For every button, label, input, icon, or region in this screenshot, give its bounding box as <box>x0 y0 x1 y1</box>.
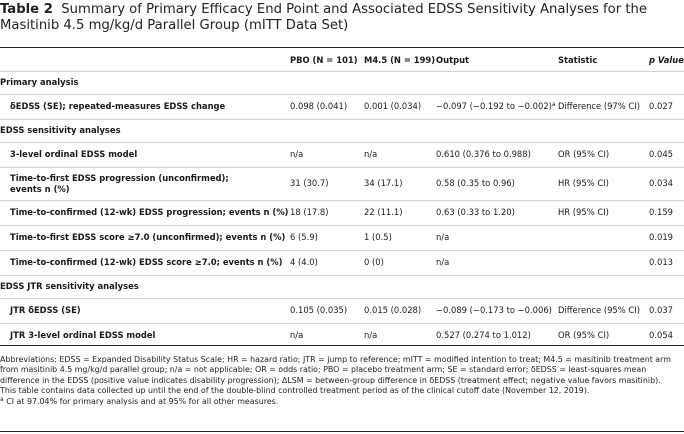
row-label: Time-to-first EDSS progression (unconfirmed); events n (%) <box>0 167 290 200</box>
cell-pbo: 0.098 (0.041) <box>290 94 364 119</box>
abbreviations-note: Abbreviations: EDSS = Expanded Disability Status Scale; HR = hazard ratio; JTR = jump to reference; mITT = modified intention to treat; M4.5 = masitinib treatment arm from masitinib 4.5 mg/kg/d parallel group; n/a = not applicable; OR = odds ratio; PBO = placebo treatment arm; SE = standard error; δEDSS = least-squares mean difference in the EDSS (positive value indicates disability progression); ΔLSM = between-group difference in δEDSS (treatment effect; negative value favors masitinib). <box>0 355 671 385</box>
cell-output: 0.58 (0.35 to 0.96) <box>436 167 558 200</box>
row-label: Time-to-first EDSS score ≥7.0 (unconfirmed); events n (%) <box>0 225 290 250</box>
footnote-a: $^a$ CI at 97.04% for primary analysis and at 95% for all other measures. <box>0 395 279 406</box>
cell-pbo: 6 (5.9) <box>290 225 364 250</box>
header-pbo: PBO (N = 101) <box>290 55 358 66</box>
row-label: Time-to-confirmed (12-wk) EDSS progression; events n (%) <box>0 200 290 225</box>
cell-output: −0.089 (−0.173 to −0.006) <box>436 298 558 323</box>
header-m45: M4.5 (N = 199) <box>364 55 436 66</box>
cell-p-value: 0.013 <box>649 250 684 275</box>
cell-pbo: 18 (17.8) <box>290 200 364 225</box>
cell-m45: n/a <box>364 142 436 167</box>
cell-statistic: Difference (97% CI) <box>558 94 649 119</box>
cell-p-value: 0.054 <box>649 323 684 348</box>
cell-pbo: 4 (4.0) <box>290 250 364 275</box>
cell-statistic: HR (95% CI) <box>558 200 649 225</box>
cell-m45: 1 (0.5) <box>364 225 436 250</box>
cell-output: 0.63 (0.33 to 1.20) <box>436 200 558 225</box>
cell-m45: 0.001 (0.034) <box>364 94 436 119</box>
table-row <box>0 142 684 167</box>
bottom-rule <box>0 345 684 346</box>
table-row <box>0 167 684 200</box>
section-row <box>0 275 684 298</box>
footnotes <box>0 355 684 407</box>
section-label: EDSS sensitivity analyses <box>0 119 684 142</box>
cell-m45: 0 (0) <box>364 250 436 275</box>
cell-p-value: 0.019 <box>649 225 684 250</box>
cell-p-value: 0.159 <box>649 200 684 225</box>
header-output: Output <box>436 55 470 66</box>
cell-statistic <box>558 225 649 250</box>
cell-m45: n/a <box>364 323 436 348</box>
header-row <box>0 50 684 71</box>
section-row <box>0 119 684 142</box>
cell-pbo: n/a <box>290 142 364 167</box>
table-row <box>0 250 684 275</box>
cell-p-value: 0.037 <box>649 298 684 323</box>
table-row <box>0 298 684 323</box>
header-label <box>0 50 290 71</box>
cell-m45: 34 (17.1) <box>364 167 436 200</box>
cell-output: n/a <box>436 225 558 250</box>
table-caption: Summary of Primary Efficacy End Point and Associated EDSS Sensitivity Analyses for the Masitinib 4.5 mg/kg/d Parallel Group (mITT Data Set) <box>0 2 647 33</box>
cell-p-value: 0.034 <box>649 167 684 200</box>
table-number: Table 2 <box>0 2 53 17</box>
footer-rule <box>0 431 684 432</box>
data-cutoff-note: This table contains data collected up until the end of the double-blind controlled treatment period as of the clinical cutoff date (November 12, 2019). <box>0 386 590 396</box>
cell-m45: 22 (11.1) <box>364 200 436 225</box>
section-row <box>0 71 684 94</box>
cell-statistic: OR (95% CI) <box>558 323 649 348</box>
cell-output: 0.610 (0.376 to 0.988) <box>436 142 558 167</box>
row-label: 3-level ordinal EDSS model <box>0 142 290 167</box>
cell-statistic: HR (95% CI) <box>558 167 649 200</box>
header-p-value: p Value <box>649 55 684 66</box>
header-statistic: Statistic <box>558 55 598 66</box>
row-label: δEDSS (SE); repeated-measures EDSS change <box>0 94 290 119</box>
cell-statistic <box>558 250 649 275</box>
cell-output: n/a <box>436 250 558 275</box>
row-label: JTR 3-level ordinal EDSS model <box>0 323 290 348</box>
cell-pbo: 0.105 (0.035) <box>290 298 364 323</box>
cell-statistic: OR (95% CI) <box>558 142 649 167</box>
cell-pbo: 31 (30.7) <box>290 167 364 200</box>
cell-p-value: 0.027 <box>649 94 684 119</box>
table-row <box>0 94 684 119</box>
cell-output: 0.527 (0.274 to 1.012) <box>436 323 558 348</box>
efficacy-table <box>0 50 684 348</box>
table-row <box>0 225 684 250</box>
cell-pbo: n/a <box>290 323 364 348</box>
row-label: Time-to-confirmed (12-wk) EDSS score ≥7.0; events n (%) <box>0 250 290 275</box>
footnote-marker: a <box>551 101 556 108</box>
cell-output: −0.097 (−0.192 to −0.002)$^a$ <box>436 94 558 119</box>
table-title <box>0 2 684 34</box>
cell-m45: 0.015 (0.028) <box>364 298 436 323</box>
section-label: Primary analysis <box>0 71 684 94</box>
footnote-a-marker: a <box>0 395 4 403</box>
cell-p-value: 0.045 <box>649 142 684 167</box>
row-label: JTR δEDSS (SE) <box>0 298 290 323</box>
cell-statistic: Difference (95% CI) <box>558 298 649 323</box>
top-rule <box>0 47 684 48</box>
section-label: EDSS JTR sensitivity analyses <box>0 275 684 298</box>
table-row <box>0 200 684 225</box>
